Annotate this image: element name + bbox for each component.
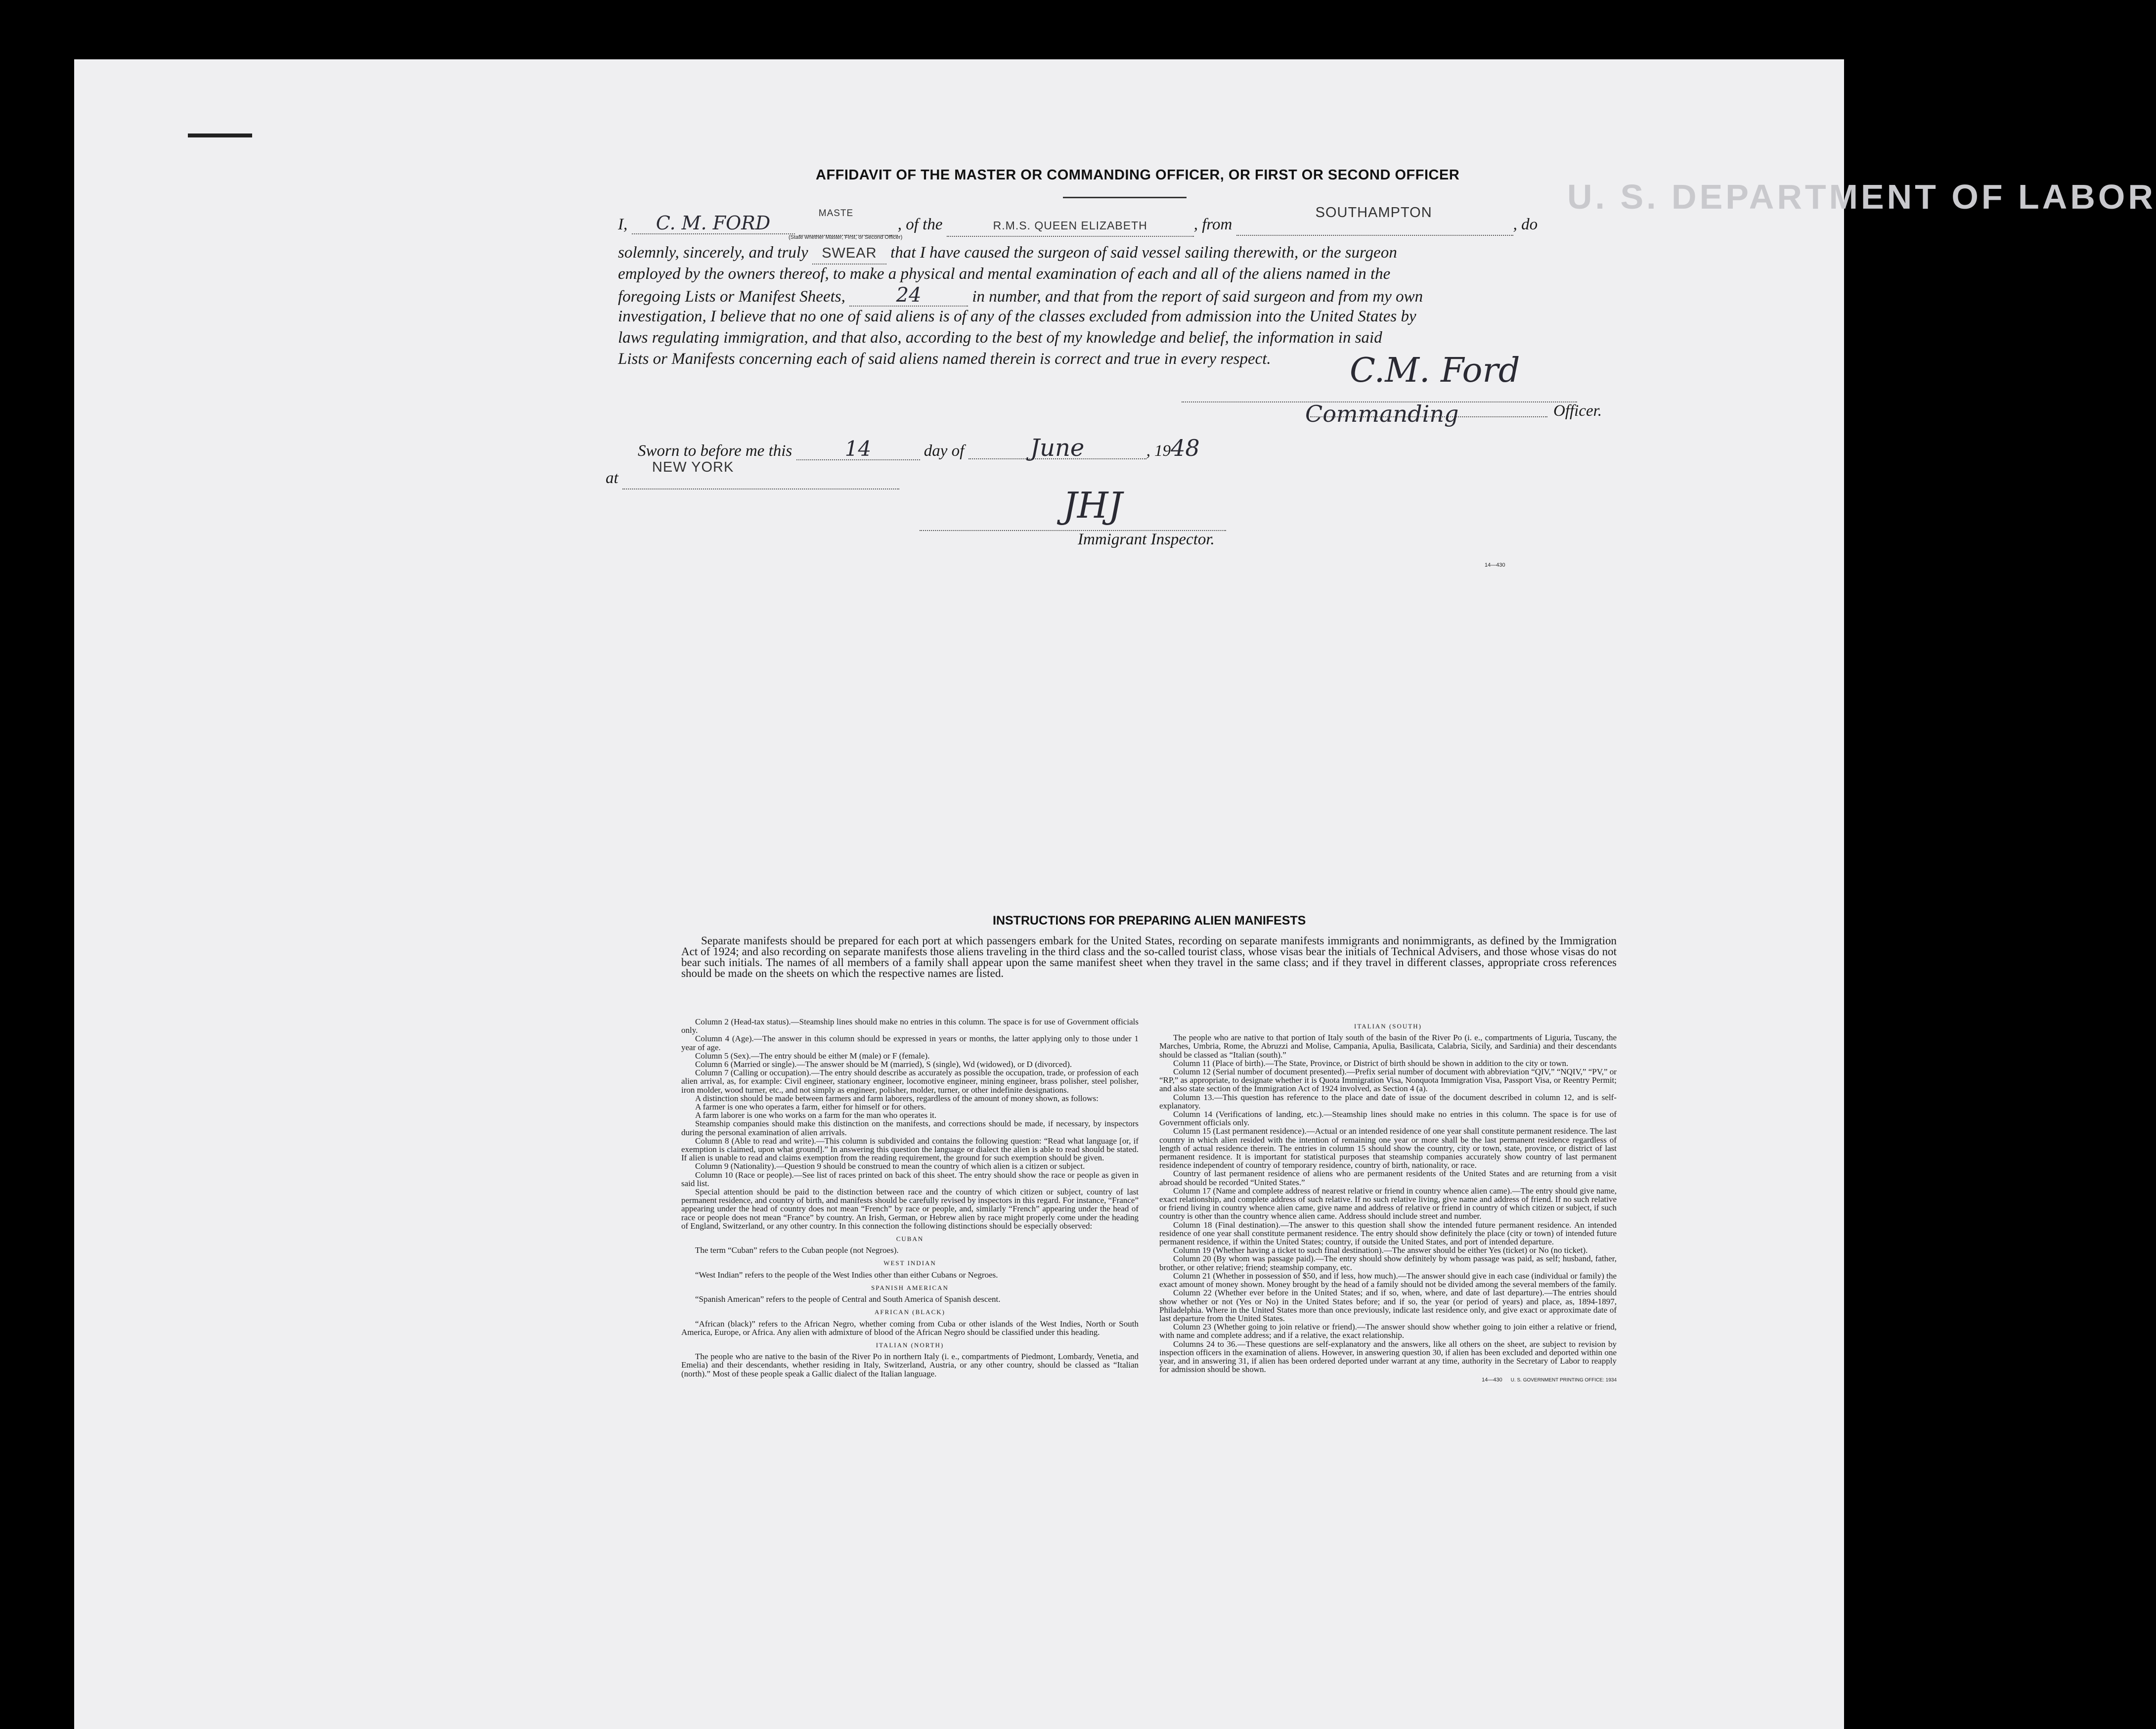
bleed-through-text: U. S. DEPARTMENT OF LABOR <box>1567 177 2156 216</box>
text-foregoing: foregoing Lists or Manifest Sheets, <box>618 288 845 306</box>
sworn-place: NEW YORK <box>652 459 734 475</box>
section-heading: ITALIAN (NORTH) <box>876 1341 944 1349</box>
master-signature: C.M. Ford <box>1350 351 1520 390</box>
punch-hole <box>1925 1465 1948 1489</box>
instruction-paragraph: Column 11 (Place of birth).—The State, Province, or District of birth should be shown in addition to the city or town. <box>1173 1058 1569 1068</box>
text-sworn: Sworn to before me this <box>638 442 792 460</box>
instruction-paragraph: Column 12 (Serial number of document presented).—Prefix serial number of document with abbreviation “QIV,” “NQIV,” “PV,” or “RP,” as appropriate, to designate whether it is Quota Immigration Visa, Nonquota Immigration Visa, Passport Visa, or Reentry Permit; and also state section of the Immigration Act of 1924 involved, as Section 4 (a). <box>1159 1067 1617 1094</box>
text-i: I, <box>618 216 628 233</box>
manifest-page <box>74 59 2156 1729</box>
instruction-paragraph: Column 8 (Able to read and write).—This column is subdivided and contains the following question: “Read what language [or, if exemption is claimed, upon what ground].” In answering this question the language or dialect the alien is able to read should be stated. If alien is unable to read and claims exemption from the reading requirement, the ground for such exemption should be given. <box>681 1136 1139 1163</box>
instruction-paragraph: “West Indian” refers to the people of the West Indies other than either Cubans or Negroes. <box>695 1270 998 1280</box>
section-heading: AFRICAN (BLACK) <box>874 1308 946 1316</box>
punch-hole <box>1925 1157 1944 1177</box>
title-rule <box>1063 197 1187 198</box>
affidavit-line-1 <box>618 205 1538 237</box>
officer-rank: MASTE <box>818 208 854 219</box>
instruction-paragraph: The term “Cuban” refers to the Cuban people (not Negroes). <box>695 1245 899 1255</box>
affidavit-title: AFFIDAVIT OF THE MASTER OR COMMANDING OFFICER, OR FIRST OR SECOND OFFICER <box>816 167 1460 183</box>
instruction-paragraph: A farmer is one who operates a farm, either for himself or for others. <box>695 1102 926 1112</box>
text-solemnly: solemnly, sincerely, and truly <box>618 244 808 262</box>
vessel-name: R.M.S. QUEEN ELIZABETH <box>993 219 1147 232</box>
port-name: SOUTHAMPTON <box>1315 205 1432 221</box>
text-of-the: , of the <box>897 216 943 233</box>
instruction-paragraph: Column 5 (Sex).—The entry should be either M (male) or F (female). <box>695 1051 930 1061</box>
instruction-paragraph: A distinction should be made between farmers and farm laborers, regardless of the amount of money shown, as follows: <box>695 1093 1099 1103</box>
instruction-paragraph: “Spanish American” refers to the people of Central and South America of Spanish descent. <box>695 1294 1001 1304</box>
officer-rank-field <box>799 208 898 236</box>
instruction-paragraph: Column 13.—This question has reference to the place and date of issue of the document described in column 12, and is self-explanatory. <box>1159 1092 1617 1110</box>
section-heading: SPANISH AMERICAN <box>871 1284 949 1291</box>
printer-imprint: U. S. GOVERNMENT PRINTING OFFICE: 1934 <box>1510 1377 1617 1383</box>
port-field <box>1236 205 1513 236</box>
place-field <box>622 459 899 489</box>
instruction-paragraph: Steamship companies should make this distinction on the manifests, and corrections should be made, if necessary, by inspectors during the personal examination of alien arrivals. <box>681 1119 1139 1137</box>
form-number-top: 14—430 <box>1485 562 1505 568</box>
instruction-paragraph: Column 20 (By whom was passage paid).—The entry should show definitely by whom passage was paid, as self; husband, father, brother, or other relative; friend; steamship company, etc. <box>1159 1254 1617 1272</box>
text-day-of: day of <box>924 442 965 460</box>
instruction-paragraph: Column 10 (Race or people).—See list of races printed on back of this sheet. The entry should show the race or people as given in said list. <box>681 1170 1139 1188</box>
officer-title: Commanding <box>1305 400 1459 427</box>
edge-mark <box>188 133 252 137</box>
instruction-paragraph: Column 17 (Name and complete address of nearest relative or friend in country whence alien came).—The entry should give name, exact relationship, and complete address of such relative. If no such relative living, give name and address of friend. If no such relative or friend living in country whence alien came, give name and address of relative or friend in country of which citizen or subject, if such country is other than the country whence alien came. Address should include street and number. <box>1159 1186 1617 1221</box>
sheet-count: 24 <box>849 285 968 307</box>
instruction-paragraph: Country of last permanent residence of aliens who are permanent residents of the United States and are returning from a visit abroad should be recorded “United States.” <box>1159 1169 1617 1187</box>
instruction-paragraph: Special attention should be paid to the distinction between race and the country of which citizen or subject, country of last permanent residence, and country of birth, and manifests should be carefully revised by inspectors in this regard. For instance, “France” appearing under the head of country does not mean “French” by race or people, and, similarly “French” appearing under the head of race or people does not mean “France” by country. An Irish, German, or Hebrew alien by race might properly come under the heading of England, Switzerland, or any other country. In this connection the following distinctions should be especially observed: <box>681 1187 1139 1231</box>
punch-hole <box>1925 1390 1948 1414</box>
instructions-right-column <box>1159 1018 1617 1385</box>
rank-note: (State whether Master, First, or Second Officer) <box>789 234 903 240</box>
form-number-bottom: 14—430 <box>1482 1377 1502 1383</box>
section-heading: CUBAN <box>896 1235 924 1243</box>
instruction-paragraph: Column 9 (Nationality).—Question 9 should be construed to mean the country of which alien is a citizen or subject. <box>695 1161 1085 1171</box>
oath-word: SWEAR <box>822 245 877 261</box>
at-line <box>606 459 899 489</box>
instruction-paragraph: The people who are native to that portion of Italy south of the basin of the River Po (i. e., compartments of Liguria, Tuscany, the Marches, Umbria, Rome, the Abruzzi and Molise, Campania, Apulia, Basilicata, Calabria, Sicily, and Sardinia) and their descendants should be classed as “Italian (south).” <box>1159 1033 1617 1060</box>
sworn-month: June <box>968 438 1146 459</box>
affidavit-line-6: laws regulating immigration, and that also, according to the best of my knowledge and belief, the information in said <box>618 329 1382 347</box>
instruction-paragraph: Column 2 (Head-tax status).—Steamship lines should make no entries in this column. The space is for use of Government officials only. <box>681 1017 1139 1035</box>
instructions-left-column <box>681 1018 1139 1378</box>
instructions-title: INSTRUCTIONS FOR PREPARING ALIEN MANIFESTS <box>993 914 1306 928</box>
punch-hole <box>1925 1082 1948 1106</box>
sworn-day: 14 <box>796 439 920 460</box>
instruction-paragraph: Column 22 (Whether ever before in the United States; and if so, when, where, and date of last departure).—The entries should show whether or not (Yes or No) in the United States before; and if so, the year (or period of years) and place, as, 1894-1897, Philadelphia. Where in the United States more than once previously, indicate last residence only, and give exact or approximate date of last departure from the United States. <box>1159 1288 1617 1323</box>
text-from: , from <box>1193 216 1232 233</box>
affidavit-line-4 <box>618 285 1423 307</box>
officer-name: C. M. FORD <box>632 213 795 234</box>
text-do: , do <box>1513 216 1538 233</box>
punch-hole <box>1925 324 1948 348</box>
instruction-paragraph: Column 15 (Last permanent residence).—Actual or an intended residence of one year shall constitute permanent residence. The last country in which alien resided with the intention of remaining one year or more shall be the last permanent residence regardless of length of actual residence therein. The entries in column 15 should show the country, city or town, state, province, or district of last permanent residence. It is important for statistical purposes that steamship companies accurately show country of last permanent residence independent of country of temporary residence, country of birth, nationality, or race. <box>1159 1126 1617 1170</box>
affidavit-line-5: investigation, I believe that no one of said aliens is of any of the classes excluded from admission into the United States by <box>618 308 1416 325</box>
oath-field <box>812 242 886 265</box>
affidavit-line-7: Lists or Manifests concerning each of said aliens named therein is correct and true in every respect. <box>618 350 1271 368</box>
punch-hole <box>1925 558 1948 581</box>
instruction-paragraph: Column 21 (Whether in possession of $50, and if less, how much).—The answer should give in each case (individual or family) the exact amount of money shown. Money brought by the head of a family should not be divided among the several members of the family. <box>1159 1271 1617 1289</box>
page-footer <box>1159 1374 1617 1384</box>
inspector-label: Immigrant Inspector. <box>1078 531 1215 548</box>
instruction-paragraph: Column 14 (Verifications of landing, etc.).—Steamship lines should make no entries in this column. The space is for use of Government officials only. <box>1159 1109 1617 1128</box>
instruction-paragraph: Column 18 (Final destination).—The answer to this question shall show the intended future permanent residence. An intended residence of one year shall constitute permanent residence. The entry should show definitely the place (city or town) of intended future permanent residence, if within the United States; country, if outside the United States, and port of intended departure. <box>1159 1220 1617 1247</box>
section-heading: ITALIAN (SOUTH) <box>1354 1022 1422 1030</box>
instruction-paragraph: Column 4 (Age).—The answer in this column should be expressed in years or months, the latter applying only to those under 1 year of age. <box>681 1034 1139 1052</box>
punch-hole <box>1925 633 1948 657</box>
inspector-signature: JHJ <box>1063 485 1123 526</box>
instruction-paragraph: A farm laborer is one who works on a farm for the man who operates it. <box>695 1110 937 1120</box>
instruction-paragraph: “African (black)” refers to the African Negro, whether coming from Cuba or other islands of the West Indies, North or South America, Europe, or Africa. Any alien with admixture of blood of the African Negro should be classified under this heading. <box>681 1319 1139 1337</box>
text-surgeon: that I have caused the surgeon of said vessel sailing therewith, or the surgeon <box>890 244 1397 262</box>
instruction-paragraph: Column 7 (Calling or occupation).—The entry should describe as accurately as possible the occupation, trade, or profession of each alien arrival, as, for example: Civil engineer, stationary engineer, locomotive engineer, mining engineer, brass polisher, steel polisher, iron molder, wood turner, etc., and not simply as engineer, polisher, molder, turner, or other indefinite designations. <box>681 1068 1139 1095</box>
officer-word: Officer. <box>1553 402 1602 420</box>
text-at: at <box>606 469 618 487</box>
text-year-prefix: , 19 <box>1146 442 1171 460</box>
text-in-number: in number, and that from the report of said surgeon and from my own <box>972 288 1423 306</box>
instruction-paragraph: Column 6 (Married or single).—The answer should be M (married), S (single), Wd (widowed), or D (divorced). <box>695 1060 1072 1069</box>
vessel-field <box>947 214 1194 237</box>
instruction-paragraph: Columns 24 to 36.—These questions are self-explanatory and the answers, like all others on the sheet, are subject to revision by inspection officers in the examination of aliens. However, in answering question 30, if alien has been excluded and deported within one year, and in answering 31, if alien has been ordered deported under warrant at any time, authority in the Secretary of Labor to reapply for admission should be shown. <box>1159 1339 1617 1374</box>
instructions-intro: Separate manifests should be prepared for each port at which passengers embark for the United States, recording on separate manifests immigrants and nonimmigrants, as defined by the Immigration Act of 1924; and also recording on separate manifests those aliens traveling in the third class and the so-called tourist class, whose visas bear the initials of Technical Advisers, and those whose visas do not bear such initials. The names of all members of a family shall appear upon the same manifest sheet when they travel in the same class; and if they travel in different classes, appropriate cross references should be made on the sheets on which the respective names are listed. <box>681 934 1617 979</box>
affidavit-line-3: employed by the owners thereof, to make a physical and mental examination of each and all of the aliens named in the <box>618 265 1391 283</box>
instruction-paragraph: Column 19 (Whether having a ticket to such final destination).—The answer should be either Yes (ticket) or No (no ticket). <box>1173 1245 1588 1255</box>
instruction-paragraph: Column 23 (Whether going to join relative or friend).—The answer should show whether going to join either a relative or friend, with name and complete address; and if a relative, the exact relationship. <box>1159 1322 1617 1340</box>
affidavit-line-2 <box>618 242 1397 265</box>
punch-hole <box>1925 249 1948 272</box>
instruction-paragraph: The people who are native to the basin of the River Po in northern Italy (i. e., compartments of Piedmont, Lombardy, Venetia, and Emelia) and their descendants, whether residing in Italy, Switzerland, Austria, or any other country, should be classed as “Italian (north).” Most of these people speak a Gallic dialect of the Italian language. <box>681 1352 1139 1378</box>
sworn-year: 48 <box>1171 435 1200 461</box>
section-heading: WEST INDIAN <box>883 1259 936 1267</box>
